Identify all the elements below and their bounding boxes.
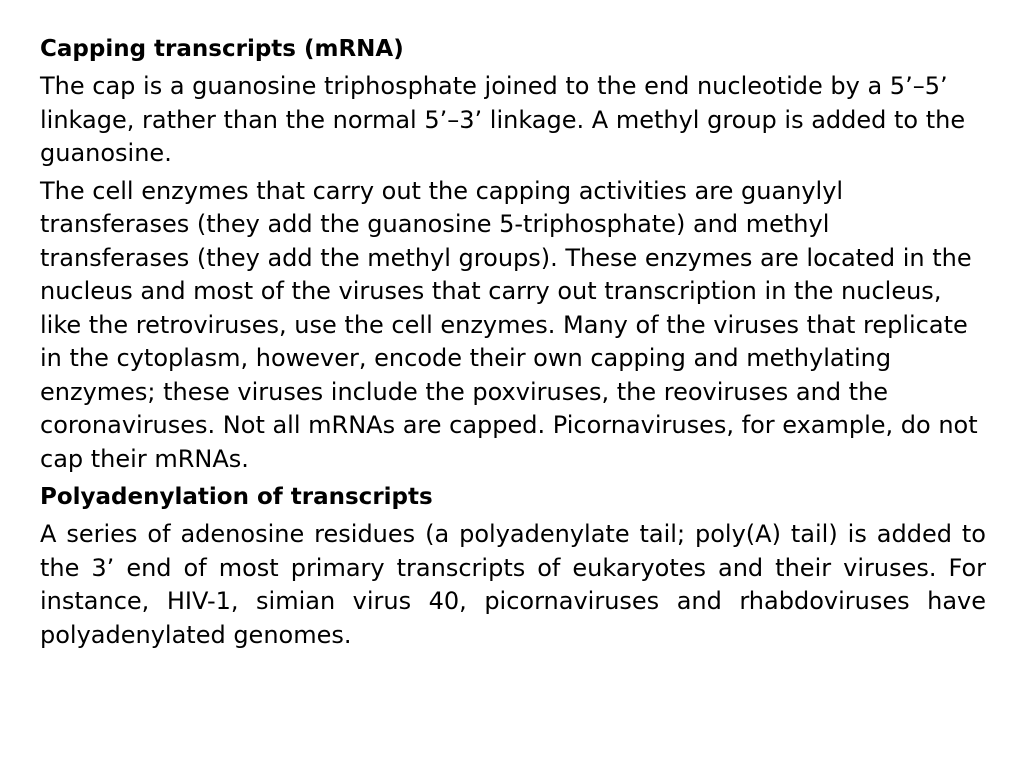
slide-content — [40, 32, 986, 656]
capping-enzymes-paragraph: The cell enzymes that carry out the capping activities are guanylyl transferases (they add the guanosine 5-triphosphate) and methyl transferases (they add the methyl groups). These enzymes are located in the nucleus and most of the viruses that carry out transcription in the nucleus, like the retroviruses, use the cell enzymes. Many of the viruses that replicate in the cytoplasm, however, encode their own capping and methylating enzymes; these viruses include the poxviruses, the reoviruses and the coronaviruses. Not all mRNAs are capped. Picornaviruses, for example, do not cap their mRNAs. — [40, 176, 978, 473]
polyadenylation-heading: Polyadenylation of transcripts — [40, 484, 433, 510]
cap-structure-paragraph: The cap is a guanosine triphosphate joined to the end nucleotide by a 5’–5’ linkage, rather than the normal 5’–3’ linkage. A methyl group is added to the guanosine. — [40, 72, 966, 167]
polyadenylation-paragraph: A series of adenosine residues (a polyadenylate tail; poly(A) tail) is added to the 3’ end of most primary transcripts of eukaryotes and their viruses. For instance, HIV-1, simian virus 40, picornaviruses and rhabdoviruses have polyadenylated genomes. — [40, 520, 986, 649]
capping-heading: Capping transcripts (mRNA) — [40, 36, 404, 62]
